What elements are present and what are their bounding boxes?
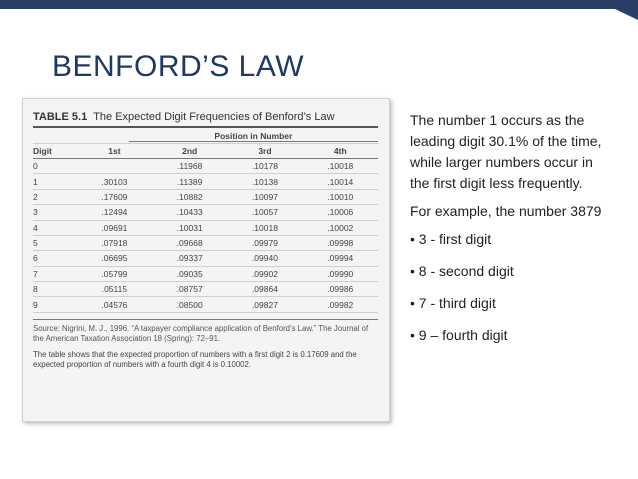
- bullet-item: • 8 - second digit: [410, 261, 610, 282]
- bullet-item: • 3 - first digit: [410, 229, 610, 250]
- frequency-cell: .09998: [303, 235, 378, 250]
- digit-cell: 6: [33, 251, 77, 266]
- digit-bullets: [410, 229, 610, 346]
- frequency-cell: .10138: [227, 174, 302, 189]
- frequency-cell: .11968: [152, 159, 227, 174]
- bullet-item: • 7 - third digit: [410, 293, 610, 314]
- frequency-cell: .05115: [77, 282, 152, 297]
- frequency-cell: .09902: [227, 266, 302, 281]
- digit-cell: 7: [33, 266, 77, 281]
- table-row: [33, 205, 378, 220]
- col-header-3rd: 3rd: [227, 144, 302, 159]
- frequency-cell: .10018: [227, 220, 302, 235]
- frequency-cell: .10006: [303, 205, 378, 220]
- table-row: [33, 282, 378, 297]
- frequency-cell: .10057: [227, 205, 302, 220]
- frequency-cell: .09982: [303, 297, 378, 312]
- table-row: [33, 174, 378, 189]
- frequency-cell: .09035: [152, 266, 227, 281]
- frequency-cell: .10002: [303, 220, 378, 235]
- table-row: [33, 189, 378, 204]
- frequency-cell: .30103: [77, 174, 152, 189]
- frequency-cell: .11389: [152, 174, 227, 189]
- digit-cell: 4: [33, 220, 77, 235]
- frequency-cell: .10433: [152, 205, 227, 220]
- table-body: [33, 159, 378, 313]
- position-header: Position in Number: [77, 128, 378, 144]
- frequency-cell: .10014: [303, 174, 378, 189]
- frequency-cell: .10097: [227, 189, 302, 204]
- col-header-digit: Digit: [33, 144, 77, 159]
- frequency-cell: .10031: [152, 220, 227, 235]
- col-header-1st: 1st: [77, 144, 152, 159]
- paragraph-leading-digit: The number 1 occurs as the leading digit 30.1% of the time, while larger numbers occur in the first digit less frequently.: [410, 112, 602, 191]
- digit-cell: 9: [33, 297, 77, 312]
- explanation-text: [410, 110, 610, 357]
- col-header-2nd: 2nd: [152, 144, 227, 159]
- frequency-cell: .09940: [227, 251, 302, 266]
- digit-cell: 0: [33, 159, 77, 174]
- bullet-item: • 9 – fourth digit: [410, 325, 610, 346]
- top-accent-bar: [0, 0, 638, 9]
- frequency-cell: .09337: [152, 251, 227, 266]
- corner-accent: [596, 0, 638, 20]
- frequency-cell: .09691: [77, 220, 152, 235]
- frequency-cell: .09864: [227, 282, 302, 297]
- frequency-cell: .09986: [303, 282, 378, 297]
- frequency-cell: .05799: [77, 266, 152, 281]
- digit-frequency-table: [33, 128, 378, 313]
- table-row: [33, 266, 378, 281]
- frequency-cell: .10010: [303, 189, 378, 204]
- frequency-cell: .10018: [303, 159, 378, 174]
- digit-cell: 3: [33, 205, 77, 220]
- table-inner: [33, 111, 378, 371]
- frequency-cell: .09668: [152, 235, 227, 250]
- table-figure: [22, 98, 390, 422]
- paragraph-example: For example, the number 3879: [410, 203, 602, 219]
- frequency-cell: .09827: [227, 297, 302, 312]
- table-row: [33, 297, 378, 312]
- digit-cell: 1: [33, 174, 77, 189]
- table-row: [33, 220, 378, 235]
- position-header-row: [33, 128, 378, 144]
- frequency-cell: .09994: [303, 251, 378, 266]
- table-row: [33, 251, 378, 266]
- frequency-cell: .17609: [77, 189, 152, 204]
- table-note: The table shows that the expected proportion of numbers with a first digit 2 is 0.17609 and the expected proportion of numbers with a fourth digit 4 is 0.10002.: [33, 349, 357, 370]
- table-caption-text: The Expected Digit Frequencies of Benford’s Law: [93, 111, 335, 123]
- frequency-cell: .09990: [303, 266, 378, 281]
- table-label: TABLE 5.1: [33, 111, 88, 123]
- frequency-cell: .09979: [227, 235, 302, 250]
- frequency-cell: .08500: [152, 297, 227, 312]
- table-row: [33, 235, 378, 250]
- frequency-cell: .10882: [152, 189, 227, 204]
- digit-cell: 2: [33, 189, 77, 204]
- table-source: Source: Nigrini, M. J., 1996. “A taxpayer compliance application of Benford’s Law.” The Journal of the American Taxation Association 18 (Spring): 72–91.: [33, 319, 378, 345]
- frequency-cell: [77, 159, 152, 174]
- frequency-cell: .12494: [77, 205, 152, 220]
- table-row: [33, 159, 378, 174]
- frequency-cell: .04576: [77, 297, 152, 312]
- frequency-cell: .10178: [227, 159, 302, 174]
- column-header-row: [33, 144, 378, 159]
- digit-cell: 8: [33, 282, 77, 297]
- frequency-cell: .08757: [152, 282, 227, 297]
- slide-title: BENFORD’S LAW: [52, 50, 305, 83]
- table-caption: [33, 111, 378, 128]
- frequency-cell: .06695: [77, 251, 152, 266]
- frequency-cell: .07918: [77, 235, 152, 250]
- col-header-4th: 4th: [303, 144, 378, 159]
- digit-cell: 5: [33, 235, 77, 250]
